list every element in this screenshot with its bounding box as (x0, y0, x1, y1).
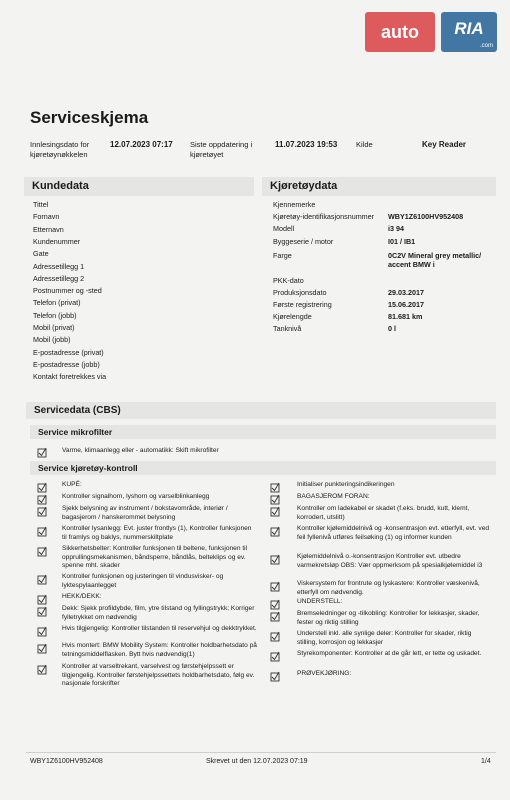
checkbox-icon (37, 641, 47, 652)
watermark-ria-text: RIA (454, 19, 484, 38)
footer-divider (26, 752, 496, 753)
page-title: Serviceskjema (30, 108, 149, 127)
kilde-value: Key Reader (422, 140, 467, 149)
innlesing-value: 12.07.2023 07:17 (110, 140, 173, 149)
watermark-auto-text: auto (365, 12, 435, 52)
kjoretoydata-row-label: Modell (273, 224, 295, 233)
kundedata-field-label: Telefon (privat) (33, 298, 81, 308)
kjoretoydata-row-value: 0C2V Mineral grey metallic/ accent BMW i (388, 251, 482, 269)
kjoretoydata-row-value: 15.06.2017 (388, 300, 424, 309)
kjoretoydata-row-value: 81.681 km (388, 312, 423, 321)
checkbox-icon (37, 544, 47, 555)
footer-printed: Skrevet ut den 12.07.2023 07:19 (206, 758, 308, 765)
kundedata-field-label: E-postadresse (jobb) (33, 359, 100, 369)
kjoretoydata-row-value: WBY1Z6100HV952408 (388, 212, 464, 221)
kontroll-item: Sikkerhetsbelter: Kontroller funksjonen til beltene, funksjonen til opprullingsmekanismen, båndsperre, båndlås, belteklips og ev. spenne mht. skader (62, 545, 248, 570)
checkbox-icon (270, 669, 280, 680)
kontroll-item: Kontroller lysanlegg: Evt. juster frontlys (1), Kontroller funksjonen til framlys og baklys, nummerskiltplate (62, 525, 252, 541)
kontroll-item: Kontroller signalhorn, lyshorn og varselblinkanlegg (62, 493, 210, 500)
kontroll-item: BAGASJEROM FORAN: (297, 493, 370, 500)
kontroll-item: Kjølemiddelnivå o.-konsentrasjon Kontroller evt. utbedre varmekretsløp OBS: Vær oppmerksom på spesialkjølemiddel i3 (297, 553, 483, 569)
kjoretoydata-row-value: 29.03.2017 (388, 288, 424, 297)
checkbox-icon (270, 492, 280, 503)
mikrofilter-title: Service mikrofilter (38, 427, 113, 437)
kundedata-title: Kundedata (32, 180, 89, 192)
kjoretoydata-row-value: 0 l (388, 324, 396, 333)
oppdatering-label: Siste oppdatering i kjøretøyet (190, 140, 253, 159)
checkbox-icon (37, 445, 47, 456)
kontroll-item: Sjekk belysning av instrument / bokstavområde, interiør / bagasjerom / hanskerommet belysning (62, 505, 228, 521)
kjoretoydata-row-label: Produksjonsdato (273, 288, 327, 297)
kundedata-field-label: Kundenummer (33, 236, 81, 246)
servicedata-header (26, 402, 496, 419)
checkbox-icon (270, 504, 280, 515)
kjoretoydata-row-label: Tanknivå (273, 324, 302, 333)
kundedata-field-label: Tittel (33, 200, 49, 209)
kundedata-field-label: Adressetillegg 2 (33, 273, 85, 283)
kjoretoydata-row-label: Kjennemerke (273, 200, 316, 209)
kundedata-field-label: E-postadresse (privat) (33, 347, 104, 357)
kjoretoydata-row-label: Første registrering (273, 300, 332, 309)
kontroll-item: Viskersystem for frontrute og lyskastere: Kontroller væskenivå, etterfyll om nødvendig. (297, 580, 480, 596)
checkbox-icon (270, 579, 280, 590)
footer-vin: WBY1Z6100HV952408 (30, 758, 103, 765)
kjoretoydata-row-label: Farge (273, 251, 292, 260)
kilde-label: Kilde (356, 140, 373, 149)
checkbox-icon (270, 629, 280, 640)
mikrofilter-item: Varme, klimaanlegg eller - automatikk: Skift mikrofilter (62, 447, 219, 454)
kontroll-item: Styrekomponenter: Kontroller at de går lett, er tette og uskadet. (297, 650, 482, 657)
mikrofilter-header (30, 425, 496, 439)
kundedata-field-label: Telefon (jobb) (33, 310, 77, 320)
kundedata-field-label: Postnummer og -sted (33, 286, 102, 296)
autoria-watermark (365, 12, 498, 54)
kundedata-field-label: Etternavn (33, 224, 64, 234)
kjoretoydata-header (262, 177, 496, 196)
kontroll-item: Hvis montert: BMW Mobility System: Kontroller holdbarhetsdato på tetningsmiddelflasken. Bytt hvis nødvendig(1) (62, 642, 257, 658)
kontroll-header (30, 461, 496, 475)
kontroll-item: Kontroller kjølemiddelnivå og -konsentrasjon evt. etterfyll, evt. ved feil fyllenivå utføres feilsøking (1) og informer kunden (297, 525, 490, 541)
kontroll-item: Kontroller at varseltrekant, varselvest og førstehjelpssett er tilgjengelig. Kontroller førstehjelpssettets holdbarhetsdato, følg ev. nasjonale forskrifter (62, 663, 255, 688)
kjoretoydata-row-label: Kjørelengde (273, 312, 312, 321)
kontroll-item: HEKK/DEKK: (62, 593, 102, 600)
kundedata-field-label: Fornavn (33, 212, 60, 222)
oppdatering-value: 11.07.2023 19:53 (275, 140, 338, 149)
kundedata-field-label: Mobil (jobb) (33, 335, 71, 345)
kundedata-field-label: Gate (33, 249, 49, 259)
checkbox-icon (270, 597, 280, 608)
checkbox-icon (270, 649, 280, 660)
kjoretoydata-title: Kjøretøydata (270, 180, 338, 192)
kontroll-item: UNDERSTELL: (297, 598, 343, 605)
watermark-ria-badge (441, 12, 497, 52)
kontroll-item: Hvis tilgjengelig: Kontroller tilstanden til reservehjul og dekktrykket. (62, 625, 257, 632)
kontroll-item: Bremseledninger og -tilkobling: Kontroller for lekkasjer, skader, fester og riktig stilling (297, 610, 480, 626)
kjoretoydata-row-label: PKK-dato (273, 276, 304, 285)
checkbox-icon (270, 609, 280, 620)
checkbox-icon (37, 624, 47, 635)
kontroll-item: Kontroller om ladekabel er skadet (f.eks. brudd, kutt, klemt, korrodert, utslitt) (297, 505, 470, 521)
checkbox-icon (37, 524, 47, 535)
checkbox-icon (270, 552, 280, 563)
kontroll-item: Dekk: Sjekk profildybde, film, ytre tilstand og fyllingstrykk; Korriger fylletrykket om nødvendig (62, 605, 255, 621)
footer-page: 1/4 (481, 758, 491, 765)
kjoretoydata-row-label: Kjøretøy-identifikasjonsnummer (273, 212, 375, 221)
servicedata-title: Servicedata (CBS) (34, 405, 121, 416)
checkbox-icon (270, 524, 280, 535)
checkbox-icon (37, 480, 47, 491)
kjoretoydata-row-value: i3 94 (388, 224, 404, 233)
checkbox-icon (37, 604, 47, 615)
checkbox-icon (37, 572, 47, 583)
watermark-domain-text: .com (479, 43, 493, 49)
checkbox-icon (37, 504, 47, 515)
innlesing-label: Innlesingsdato for kjøretøynøkkelen (30, 140, 90, 159)
kjoretoydata-row-value: I01 / IB1 (388, 237, 416, 246)
kundedata-header (24, 177, 254, 196)
kontroll-item: Kontroller funksjonen og justeringen til vindusvisker- og lyktespylaanlegget (62, 573, 224, 589)
checkbox-icon (270, 480, 280, 491)
kundedata-field-label: Mobil (privat) (33, 323, 75, 332)
checkbox-icon (37, 492, 47, 503)
kontroll-item: PRØVEKJØRING: (297, 670, 352, 677)
kontroll-item: Initialiser punkteringsindikeringen (297, 481, 395, 488)
kontroll-item: KUPÉ: (62, 481, 82, 488)
kundedata-field-label: Adressetillegg 1 (33, 261, 85, 271)
kjoretoydata-row-label: Byggeserie / motor (273, 237, 334, 246)
checkbox-icon (37, 662, 47, 673)
kontroll-item: Understell inkl. alle synlige deler: Kontroller for skader, riktig stilling, korrosjon og lekkasjer (297, 630, 472, 646)
checkbox-icon (37, 592, 47, 603)
kontroll-title: Service kjøretøy-kontroll (38, 463, 138, 473)
kundedata-field-label: Kontakt foretrekkes via (33, 372, 107, 382)
